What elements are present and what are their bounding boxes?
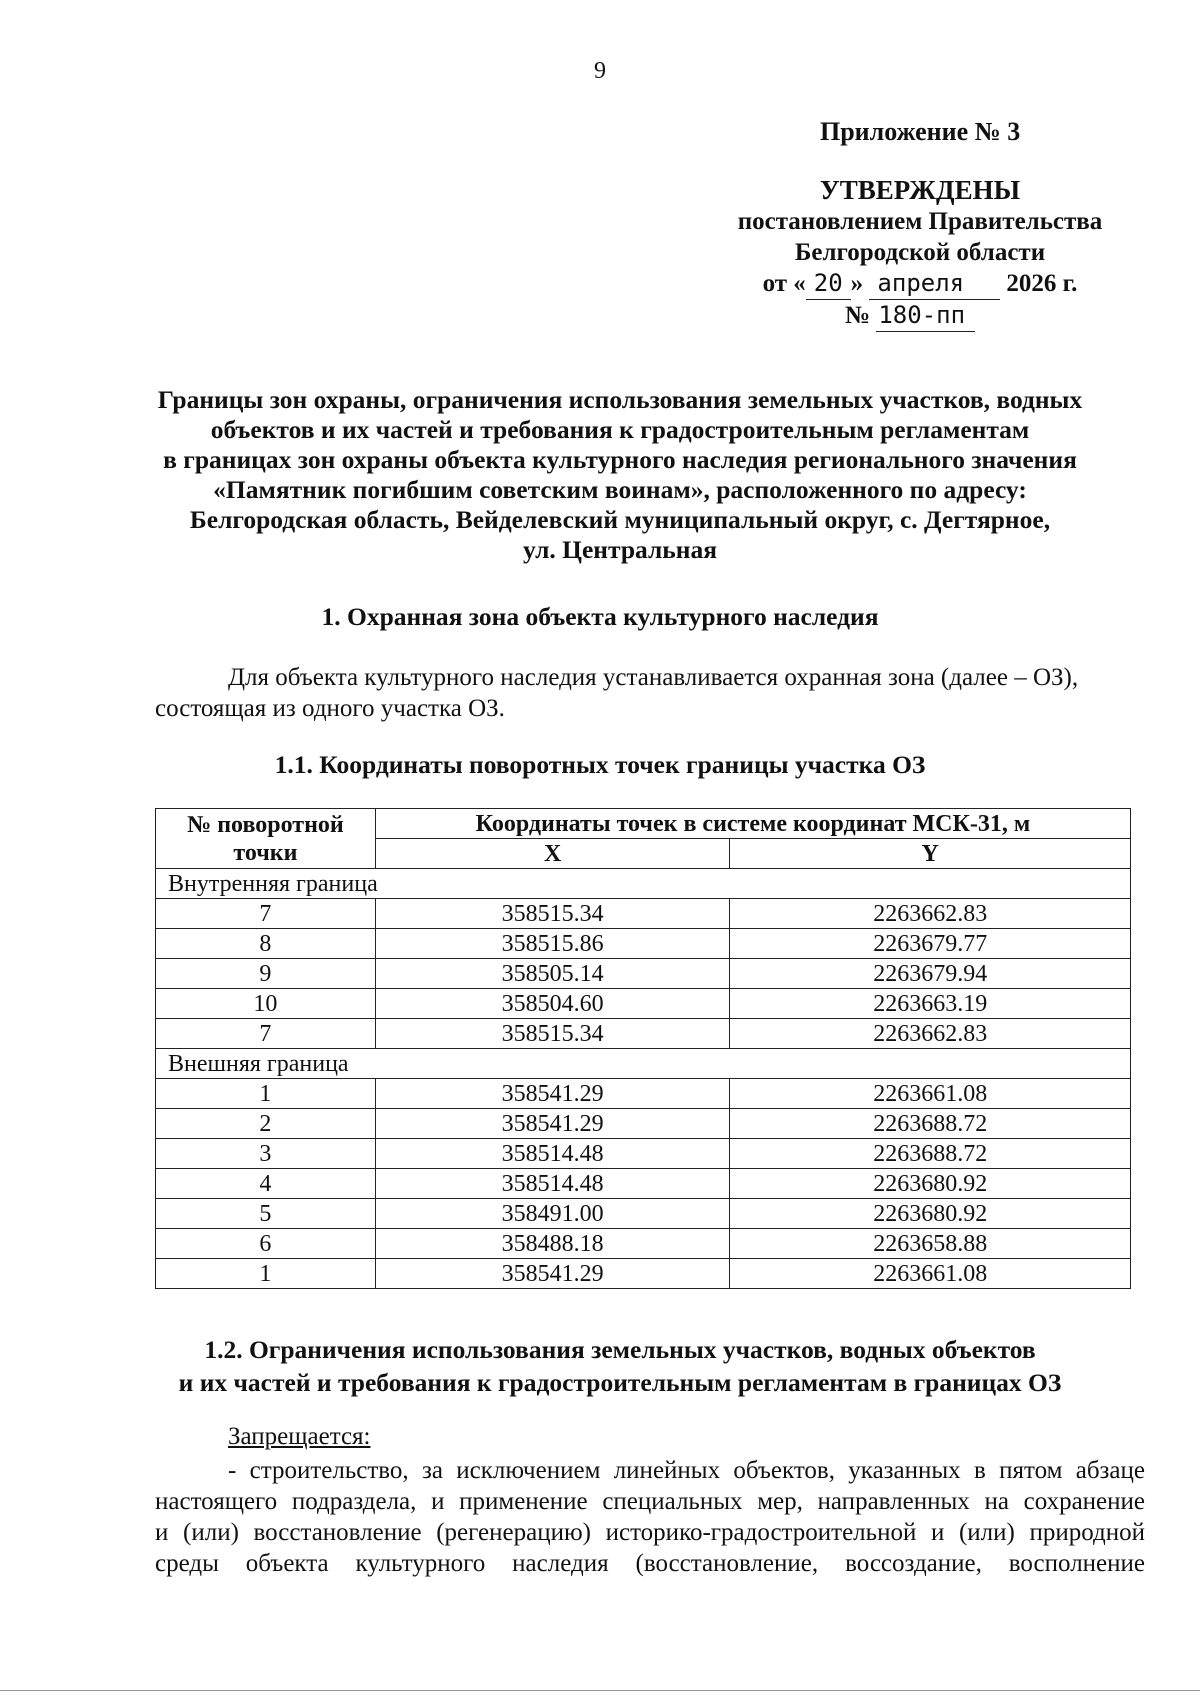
cell-point: 4 <box>156 1169 376 1199</box>
cell-x: 358541.29 <box>375 1259 730 1289</box>
approval-line-1: постановлением Правительства <box>737 208 1103 235</box>
table-row <box>156 1139 1131 1169</box>
cell-point: 10 <box>156 989 376 1019</box>
table-row <box>156 959 1131 989</box>
group-row-outer: Внешняя граница <box>156 1049 1131 1079</box>
cell-point: 7 <box>156 1019 376 1049</box>
cell-y: 2263688.72 <box>730 1109 1131 1139</box>
approval-block <box>700 175 1140 332</box>
section-1-2-line: 1.2. Ограничения использования земельных участков, водных объектов <box>204 1335 1036 1364</box>
table-row <box>156 899 1131 929</box>
date-day: 20 <box>806 268 851 300</box>
table-row <box>156 1019 1131 1049</box>
date-year: 2026 г. <box>1006 270 1078 297</box>
table-row <box>156 1229 1131 1259</box>
section-1-2-heading <box>120 1333 1120 1399</box>
section-1-intro <box>155 662 1145 724</box>
table-row <box>156 1079 1131 1109</box>
table-row <box>156 929 1131 959</box>
title-line: Белгородская область, Вейделевский муниципальный округ, с. Дегтярное, <box>189 505 1051 534</box>
title-line: в границах зон охраны объекта культурного наследия регионального значения <box>163 445 1077 474</box>
table-row <box>156 1199 1131 1229</box>
body-line: и (или) восстановление (регенерацию) историко-градостроительной и (или) природной <box>155 1519 1145 1546</box>
date-prefix: от « <box>762 270 806 297</box>
cell-x: 358505.14 <box>375 959 730 989</box>
cell-y: 2263662.83 <box>730 1019 1131 1049</box>
body-line: среды объекта культурного наследия (восстановление, воссоздание, восполнение <box>155 1550 1145 1577</box>
cell-y: 2263661.08 <box>730 1079 1131 1109</box>
approval-title: УТВЕРЖДЕНЫ <box>819 175 1021 205</box>
cell-y: 2263658.88 <box>730 1229 1131 1259</box>
cell-point: 8 <box>156 929 376 959</box>
coordinates-table <box>155 808 1131 1289</box>
table-row <box>156 1259 1131 1289</box>
cell-x: 358491.00 <box>375 1199 730 1229</box>
body-line: настоящего подраздела, и применение специальных мер, направленных на сохранение <box>155 1488 1145 1515</box>
cell-x: 358541.29 <box>375 1079 730 1109</box>
table-row <box>156 1109 1131 1139</box>
appendix-label: Приложение № 3 <box>820 117 1021 146</box>
body-paragraph <box>155 1455 1145 1579</box>
table-row <box>156 989 1131 1019</box>
cell-x: 358514.48 <box>375 1169 730 1199</box>
cell-y: 2263679.94 <box>730 959 1131 989</box>
cell-point: 5 <box>156 1199 376 1229</box>
cell-y: 2263680.92 <box>730 1169 1131 1199</box>
cell-y: 2263663.19 <box>730 989 1131 1019</box>
title-line: ул. Центральная <box>522 535 718 564</box>
cell-y: 2263679.77 <box>730 929 1131 959</box>
date-month: апреля <box>869 268 1000 300</box>
group-row-inner: Внутренняя граница <box>156 869 1131 899</box>
table-row <box>156 1169 1131 1199</box>
cell-point: 3 <box>156 1139 376 1169</box>
intro-line-1: Для объекта культурного наследия устанавливается охранная зона (далее – ОЗ), <box>228 664 1079 691</box>
cell-y: 2263680.92 <box>730 1199 1131 1229</box>
intro-line-2: состоящая из одного участка ОЗ. <box>155 695 505 722</box>
cell-point: 9 <box>156 959 376 989</box>
title-line: Границы зон охраны, ограничения использования земельных участков, водных <box>157 385 1083 414</box>
date-mid: » <box>850 270 864 297</box>
cell-y: 2263688.72 <box>730 1139 1131 1169</box>
footer-rule <box>0 1690 1200 1691</box>
title-line: «Памятник погибшим советским воинам», расположенного по адресу: <box>213 475 1027 504</box>
header-x: X <box>375 839 730 869</box>
cell-point: 6 <box>156 1229 376 1259</box>
cell-x: 358515.86 <box>375 929 730 959</box>
document-title <box>120 385 1120 565</box>
number-value: 180-пп <box>876 300 975 332</box>
title-line: объектов и их частей и требования к градостроительным регламентам <box>210 415 1030 444</box>
section-1-heading: 1. Охранная зона объекта культурного наследия <box>321 602 879 631</box>
cell-point: 7 <box>156 899 376 929</box>
cell-x: 358515.34 <box>375 1019 730 1049</box>
cell-point: 1 <box>156 1259 376 1289</box>
section-1-2-line: и их частей и требования к градостроительным регламентам в границах ОЗ <box>178 1368 1062 1397</box>
cell-y: 2263661.08 <box>730 1259 1131 1289</box>
cell-point: 1 <box>156 1079 376 1109</box>
approval-number <box>680 300 1140 332</box>
cell-x: 358541.29 <box>375 1109 730 1139</box>
section-1-1-heading: 1.1. Координаты поворотных точек границы участка ОЗ <box>274 750 926 779</box>
page-number: 9 <box>594 58 606 84</box>
cell-x: 358488.18 <box>375 1229 730 1259</box>
cell-y: 2263662.83 <box>730 899 1131 929</box>
body-line: - строительство, за исключением линейных объектов, указанных в пятом абзаце <box>228 1457 1145 1484</box>
prohibited-label: Запрещается: <box>228 1423 371 1450</box>
number-prefix: № <box>844 302 871 329</box>
approval-line-2: Белгородской области <box>794 239 1046 266</box>
header-y: Y <box>730 839 1131 869</box>
approval-date <box>700 268 1140 300</box>
header-point-number: № поворотной точки <box>156 809 376 869</box>
cell-point: 2 <box>156 1109 376 1139</box>
cell-x: 358514.48 <box>375 1139 730 1169</box>
cell-x: 358504.60 <box>375 989 730 1019</box>
cell-x: 358515.34 <box>375 899 730 929</box>
header-coordinates: Координаты точек в системе координат МСК-31, м <box>375 809 1130 839</box>
